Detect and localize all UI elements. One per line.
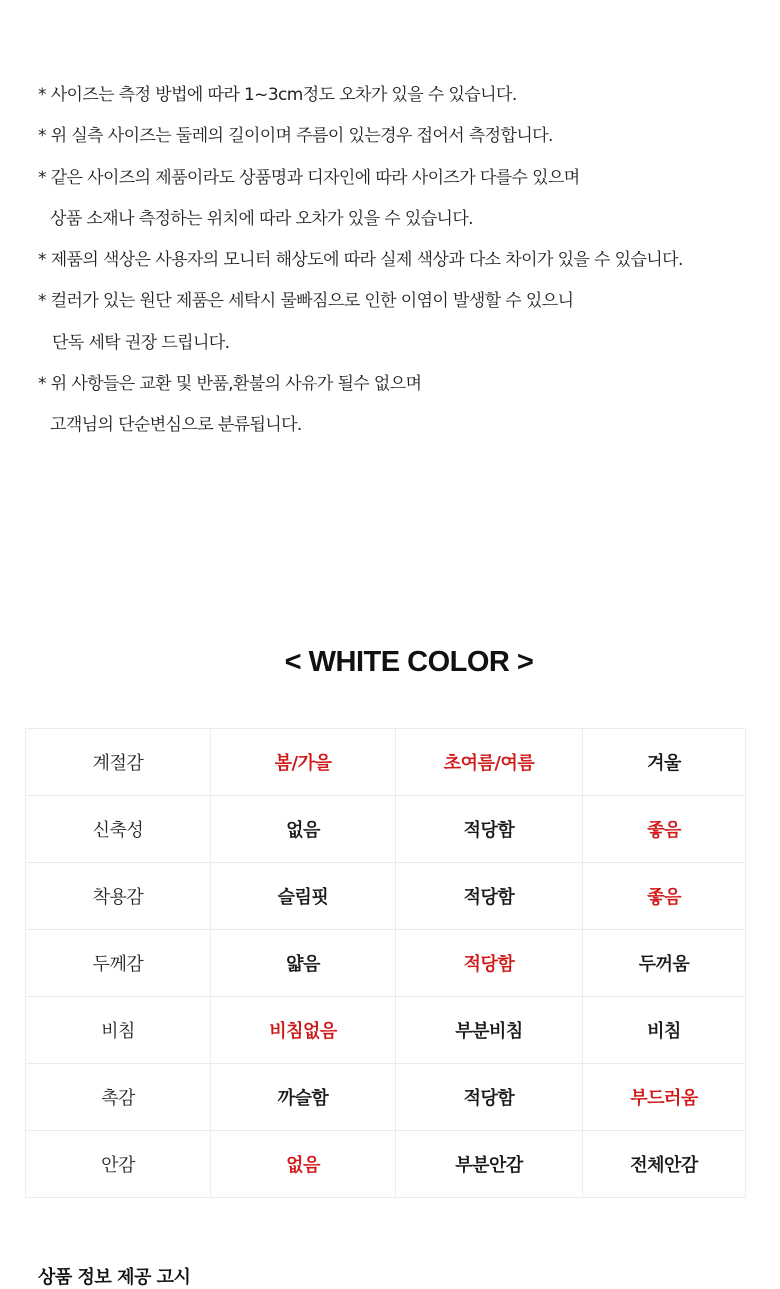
attribute-label: 안감 <box>26 1131 211 1198</box>
attribute-option: 슬림핏 <box>211 863 396 930</box>
table-row <box>26 729 746 796</box>
attribute-option: 적당함 <box>396 1064 583 1131</box>
attribute-option: 적당함 <box>396 796 583 863</box>
attribute-option: 초여름/여름 <box>396 729 583 796</box>
attribute-option: 적당함 <box>396 930 583 997</box>
table-row <box>26 930 746 997</box>
table-row <box>26 1064 746 1131</box>
size-notes <box>38 80 758 452</box>
attribute-option: 부드러움 <box>583 1064 746 1131</box>
attribute-label: 계절감 <box>26 729 211 796</box>
product-info-notice-heading: 상품 정보 제공 고시 <box>38 1267 191 1288</box>
attribute-label: 촉감 <box>26 1064 211 1131</box>
note-line: * 위 사항들은 교환 및 반품,환불의 사유가 될수 없으며 <box>38 374 422 395</box>
note-line-continuation: 고객님의 단순변심으로 분류됩니다. <box>50 415 302 436</box>
table-row <box>26 997 746 1064</box>
attribute-option: 좋음 <box>583 796 746 863</box>
attribute-label: 착용감 <box>26 863 211 930</box>
table-row <box>26 796 746 863</box>
attribute-option: 없음 <box>211 796 396 863</box>
attribute-option: 까슬함 <box>211 1064 396 1131</box>
table-row <box>26 863 746 930</box>
note-line-continuation: 단독 세탁 권장 드립니다. <box>52 332 230 353</box>
note-line: * 컬러가 있는 원단 제품은 세탁시 물빠짐으로 인한 이염이 발생할 수 있으니 <box>38 291 574 312</box>
attribute-option: 얇음 <box>211 930 396 997</box>
note-line: * 사이즈는 측정 방법에 따라 1~3cm정도 오차가 있을 수 있습니다. <box>38 85 517 105</box>
attribute-option: 겨울 <box>583 729 746 796</box>
attribute-option: 전체안감 <box>583 1131 746 1198</box>
note-line: * 제품의 색상은 사용자의 모니터 해상도에 따라 실제 색상과 다소 차이가 있을 수 있습니다. <box>38 250 683 271</box>
attribute-option: 부분비침 <box>396 997 583 1064</box>
attribute-label: 두께감 <box>26 930 211 997</box>
color-section-title: < WHITE COLOR > <box>284 646 534 678</box>
attribute-option: 비침없음 <box>211 997 396 1064</box>
attribute-label: 비침 <box>26 997 211 1064</box>
attribute-option: 두꺼움 <box>583 930 746 997</box>
attribute-option: 없음 <box>211 1131 396 1198</box>
attribute-option: 적당함 <box>396 863 583 930</box>
note-line: * 같은 사이즈의 제품이라도 상품명과 디자인에 따라 사이즈가 다를수 있으며 <box>38 167 580 188</box>
note-line: * 위 실측 사이즈는 둘레의 길이이며 주름이 있는경우 접어서 측정합니다. <box>38 126 553 147</box>
attribute-label: 신축성 <box>26 796 211 863</box>
attribute-option: 비침 <box>583 997 746 1064</box>
product-attribute-table <box>25 728 746 1198</box>
table-row <box>26 1131 746 1198</box>
note-line-continuation: 상품 소재나 측정하는 위치에 따라 오차가 있을 수 있습니다. <box>50 208 473 229</box>
attribute-option: 좋음 <box>583 863 746 930</box>
attribute-option: 부분안감 <box>396 1131 583 1198</box>
attribute-option: 봄/가을 <box>211 729 396 796</box>
